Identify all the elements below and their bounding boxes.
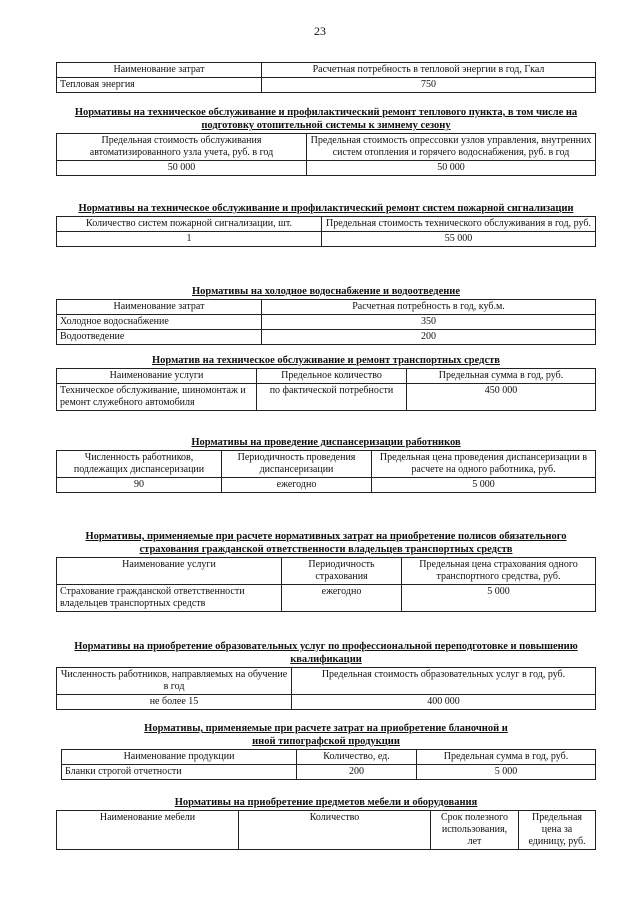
section-heading: Нормативы на приобретение образовательных услуг по профессиональной переподготовке и повышению квалификации bbox=[74, 641, 578, 665]
table-row bbox=[57, 384, 596, 411]
header-cell: Количество, ед. bbox=[297, 750, 417, 765]
fire-alarm-section bbox=[56, 202, 596, 247]
furniture-table bbox=[56, 810, 596, 850]
cell: 50 000 bbox=[307, 161, 596, 176]
printing-table bbox=[61, 749, 596, 780]
page-number: 23 bbox=[314, 24, 326, 38]
header-cell: Предельная стоимость обслуживания автоматизированного узла учета, руб. в год bbox=[57, 134, 307, 161]
section-heading: Нормативы на холодное водоснабжение и водоотведение bbox=[191, 286, 461, 297]
header-cell: Наименование услуги bbox=[57, 369, 257, 384]
transport-section bbox=[56, 354, 596, 411]
education-section bbox=[56, 640, 596, 710]
table-row bbox=[57, 585, 596, 612]
header-cell: Предельная цена проведения диспансеризации в расчете на одного работника, руб. bbox=[372, 451, 596, 478]
cell: не более 15 bbox=[57, 695, 292, 710]
cell: Водоотведение bbox=[57, 330, 262, 345]
insurance-table bbox=[56, 557, 596, 612]
education-table bbox=[56, 667, 596, 710]
cell: 50 000 bbox=[57, 161, 307, 176]
cell: 350 bbox=[262, 315, 596, 330]
table-header-row bbox=[57, 451, 596, 478]
cell: Техническое обслуживание, шиномонтаж и ремонт служебного автомобиля bbox=[57, 384, 257, 411]
cell: Тепловая энергия bbox=[57, 78, 262, 93]
cell: ежегодно bbox=[282, 585, 402, 612]
table-header-row bbox=[57, 300, 596, 315]
heat-energy-section bbox=[56, 62, 596, 93]
water-section bbox=[56, 285, 596, 345]
table-header-row bbox=[57, 811, 596, 850]
cell: 1 bbox=[57, 232, 322, 247]
cell: 200 bbox=[262, 330, 596, 345]
header-cell: Предельная сумма в год, руб. bbox=[417, 750, 596, 765]
header-cell: Численность работников, направляемых на обучение в год bbox=[57, 668, 292, 695]
furniture-section bbox=[56, 796, 596, 850]
header-cell: Расчетная потребность в год, куб.м. bbox=[262, 300, 596, 315]
table-header-row bbox=[57, 369, 596, 384]
cell: 55 000 bbox=[322, 232, 596, 247]
medical-section bbox=[56, 436, 596, 493]
printing-section bbox=[56, 722, 596, 780]
table-row bbox=[57, 232, 596, 247]
table-header-row bbox=[57, 668, 596, 695]
cell: 400 000 bbox=[292, 695, 596, 710]
header-cell: Периодичность страхования bbox=[282, 558, 402, 585]
cell: ежегодно bbox=[222, 478, 372, 493]
cell: 5 000 bbox=[372, 478, 596, 493]
table-row bbox=[57, 330, 596, 345]
table-row bbox=[57, 78, 596, 93]
table-header-row bbox=[57, 63, 596, 78]
header-cell: Наименование услуги bbox=[57, 558, 282, 585]
cell: 5 000 bbox=[402, 585, 596, 612]
cell: 5 000 bbox=[417, 765, 596, 780]
section-heading: Норматив на техническое обслуживание и ремонт транспортных средств bbox=[152, 355, 500, 366]
section-heading: Нормативы, применяемые при расчете затрат на приобретение бланочной и иной типографской продукции bbox=[144, 723, 508, 747]
header-cell: Количество систем пожарной сигнализации, шт. bbox=[57, 217, 322, 232]
header-cell: Наименование продукции bbox=[62, 750, 297, 765]
table-row bbox=[57, 695, 596, 710]
header-cell: Расчетная потребность в тепловой энергии в год, Гкал bbox=[262, 63, 596, 78]
header-cell: Предельное количество bbox=[257, 369, 407, 384]
heat-point-table bbox=[56, 133, 596, 176]
header-cell: Срок полезного использования, лет bbox=[431, 811, 519, 850]
header-cell: Предельная стоимость опрессовки узлов управления, внутренних систем отопления и горячего водоснабжения, руб. в год bbox=[307, 134, 596, 161]
header-cell: Предельная стоимость технического обслуживания в год, руб. bbox=[322, 217, 596, 232]
cell: 200 bbox=[297, 765, 417, 780]
header-cell: Периодичность проведения диспансеризации bbox=[222, 451, 372, 478]
header-cell: Количество bbox=[239, 811, 431, 850]
transport-table bbox=[56, 368, 596, 411]
table-row bbox=[57, 315, 596, 330]
cell: 90 bbox=[57, 478, 222, 493]
table-row bbox=[62, 765, 596, 780]
cell: Холодное водоснабжение bbox=[57, 315, 262, 330]
header-cell: Численность работников, подлежащих диспансеризации bbox=[57, 451, 222, 478]
cell: 750 bbox=[262, 78, 596, 93]
cell: по фактической потребности bbox=[257, 384, 407, 411]
table-header-row bbox=[57, 558, 596, 585]
table-header-row bbox=[57, 217, 596, 232]
section-heading: Нормативы на проведение диспансеризации работников bbox=[191, 437, 461, 448]
table-header-row bbox=[62, 750, 596, 765]
cell: Бланки строгой отчетности bbox=[62, 765, 297, 780]
header-cell: Предельная цена за единицу, руб. bbox=[519, 811, 596, 850]
cell: Страхование гражданской ответственности владельцев транспортных средств bbox=[57, 585, 282, 612]
water-table bbox=[56, 299, 596, 345]
medical-table bbox=[56, 450, 596, 493]
header-cell: Наименование мебели bbox=[57, 811, 239, 850]
header-cell: Предельная цена страхования одного транспортного средства, руб. bbox=[402, 558, 596, 585]
heat-energy-table bbox=[56, 62, 596, 93]
section-heading: Нормативы, применяемые при расчете нормативных затрат на приобретение полисов обязательного страхования гражданской ответственности владельцев транспортных средств bbox=[85, 531, 567, 555]
table-header-row bbox=[57, 134, 596, 161]
table-row bbox=[57, 161, 596, 176]
header-cell: Наименование затрат bbox=[57, 63, 262, 78]
table-row bbox=[57, 478, 596, 493]
header-cell: Наименование затрат bbox=[57, 300, 262, 315]
section-heading: Нормативы на техническое обслуживание и профилактический ремонт систем пожарной сигнализации bbox=[78, 203, 574, 214]
section-heading: Нормативы на приобретение предметов мебели и оборудования bbox=[174, 797, 478, 808]
cell: 450 000 bbox=[407, 384, 596, 411]
fire-alarm-table bbox=[56, 216, 596, 247]
heat-point-section bbox=[56, 106, 596, 176]
insurance-section bbox=[56, 530, 596, 612]
section-heading: Нормативы на техническое обслуживание и профилактический ремонт теплового пункта, в том числе на подготовку отопительной системы к зимнему сезону bbox=[74, 107, 578, 131]
header-cell: Предельная сумма в год, руб. bbox=[407, 369, 596, 384]
header-cell: Предельная стоимость образовательных услуг в год, руб. bbox=[292, 668, 596, 695]
